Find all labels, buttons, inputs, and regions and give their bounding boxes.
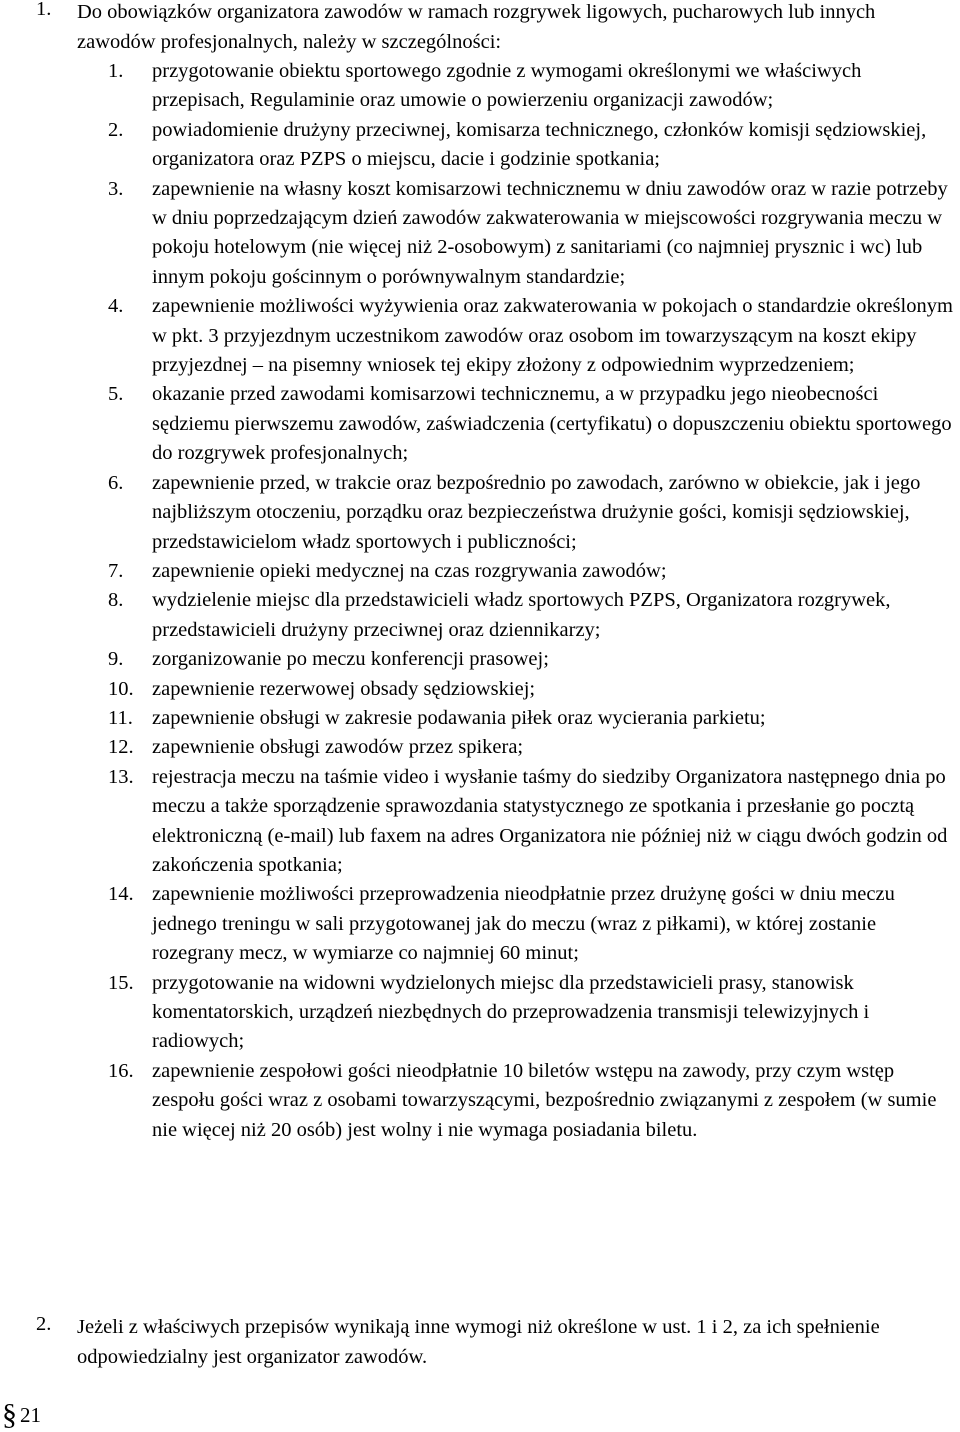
page-number: 21 <box>20 1403 41 1427</box>
sub-item-number: 12. <box>108 736 134 759</box>
sub-list-item <box>0 675 957 704</box>
item-text: Do obowiązków organizatora zawodów w ramach rozgrywek ligowych, pucharowych lub innych zawodów profesjonalnych, należy w szczególności: <box>77 1 876 53</box>
sub-list <box>0 57 957 1145</box>
sub-item-text: zapewnienie zespołowi gości nieodpłatnie 10 biletów wstępu na zawody, przy czym wstęp zespołu gości wraz z osobami towarzyszącymi, bezpośrednio związanymi z zespołem (w sumie nie więcej niż 20 osób) jest wolny i nie wymaga posiadania biletu. <box>152 1059 937 1141</box>
sub-list-item <box>0 763 957 881</box>
section-mark: § <box>2 1398 17 1431</box>
sub-list-item <box>0 292 957 380</box>
sub-item-text: zapewnienie rezerwowej obsady sędziowskiej; <box>152 677 536 700</box>
sub-item-number: 14. <box>108 883 134 906</box>
sub-list-item <box>0 380 957 468</box>
sub-item-text: przygotowanie obiektu sportowego zgodnie z wymogami określonymi we właściwych przepisach, Regulaminie oraz umowie o powierzeniu organizacji zawodów; <box>152 60 862 112</box>
sub-item-number: 8. <box>108 589 124 612</box>
sub-item-number: 4. <box>108 295 124 318</box>
sub-list-item <box>0 969 957 1057</box>
sub-item-number: 6. <box>108 471 124 494</box>
sub-item-number: 3. <box>108 177 124 200</box>
sub-item-number: 7. <box>108 559 124 582</box>
sub-item-number: 13. <box>108 765 134 788</box>
sub-list-item <box>0 704 957 733</box>
sub-item-text: zapewnienie przed, w trakcie oraz bezpośrednio po zawodach, zarówno w obiekcie, jak i jego najbliższym otoczeniu, porządku oraz bezpieczeństwa drużynie gości, komisji sędziowskiej, przedstawicielom władz sportowych i publiczności; <box>152 471 921 553</box>
sub-list-item <box>0 880 957 968</box>
sub-item-text: rejestracja meczu na taśmie video i wysłanie taśmy do siedziby Organizatora następnego dnia po meczu a także sporządzenie sprawozdania statystycznego ze spotkania i przesłanie go pocztą elektroniczną (e-mail) lub faxem na adres Organizatora nie później niż w ciągu dwóch godzin od zakończenia spotkania; <box>152 765 948 876</box>
sub-item-text: okazanie przed zawodami komisarzowi technicznemu, a w przypadku jego nieobecności sędziemu pierwszemu zawodów, zaświadczenia (certyfikatu) o dopuszczeniu obiektu sportowego do rozgrywek profesjonalnych; <box>152 383 952 465</box>
item-number: 1. <box>36 0 52 20</box>
sub-list-item <box>0 557 957 586</box>
sub-list-item <box>0 586 957 645</box>
sub-item-number: 11. <box>108 706 133 729</box>
sub-item-text: powiadomienie drużyny przeciwnej, komisarza technicznego, członków komisji sędziowskiej, organizatora oraz PZPS o miejscu, dacie i godzinie spotkania; <box>152 118 927 171</box>
item-number: 2. <box>36 1313 52 1335</box>
sub-item-text: wydzielenie miejsc dla przedstawicieli władz sportowych PZPS, Organizatora rozgrywek, przedstawicieli drużyny przeciwnej oraz dziennikarzy; <box>152 589 891 641</box>
sub-item-number: 10. <box>108 677 134 700</box>
sub-item-text: zapewnienie obsługi w zakresie podawania piłek oraz wycierania parkietu; <box>152 706 766 729</box>
sub-item-text: przygotowanie na widowni wydzielonych miejsc dla przedstawicieli prasy, stanowisk komentatorskich, urządzeń niezbędnych do przeprowadzenia transmisji telewizyjnych i radiowych; <box>152 971 870 1053</box>
sub-item-text: zorganizowanie po meczu konferencji prasowej; <box>152 648 549 671</box>
sub-item-text: zapewnienie na własny koszt komisarzowi technicznemu w dniu zawodów oraz w razie potrzeby w dniu poprzedzającym dzień zawodów zakwaterowania w miejscowości rozgrywania meczu w pokoju hotelowym (nie więcej niż 2-osobowym) z sanitariami (co najmniej prysznic i wc) lub innym pokoju gościnnym o porównywalnym standardzie; <box>152 177 948 288</box>
sub-item-text: zapewnienie możliwości wyżywienia oraz zakwaterowania w pokojach o standardzie określonym w pkt. 3 przyjezdnym uczestnikom zawodów oraz osobom im towarzyszącym na koszt ekipy przyjezdnej – na pisemny wniosek tej ekipy złożony z odpowiednim wyprzedzeniem; <box>152 295 953 377</box>
sub-item-text: zapewnienie opieki medycznej na czas rozgrywania zawodów; <box>152 559 667 582</box>
sub-item-number: 5. <box>108 383 124 406</box>
sub-list-item <box>0 645 957 674</box>
sub-item-number: 16. <box>108 1059 134 1082</box>
sub-item-text: zapewnienie możliwości przeprowadzenia nieodpłatnie przez drużynę gości w dniu meczu jednego treningu w sali przygotowanej jak do meczu (wraz z piłkami), w której zostanie rozegrany mecz, w wymiarze co najmniej 60 minut; <box>152 883 895 965</box>
sub-item-number: 1. <box>108 60 124 82</box>
sub-item-text: zapewnienie obsługi zawodów przez spikera; <box>152 736 524 759</box>
sub-item-number: 2. <box>108 118 124 141</box>
sub-item-number: 9. <box>108 648 124 671</box>
list-item <box>0 1313 957 1372</box>
sub-item-number: 15. <box>108 971 134 994</box>
sub-list-item <box>0 175 957 293</box>
sub-list-item <box>0 733 957 762</box>
item-text: Jeżeli z właściwych przepisów wynikają inne wymogi niż określone w ust. 1 i 2, za ich spełnienie odpowiedzialny jest organizator zawodów. <box>77 1316 880 1368</box>
sub-list-item <box>0 116 957 175</box>
sub-list-item <box>0 469 957 557</box>
sub-list-item <box>0 1057 957 1145</box>
sub-list-item <box>0 57 957 116</box>
